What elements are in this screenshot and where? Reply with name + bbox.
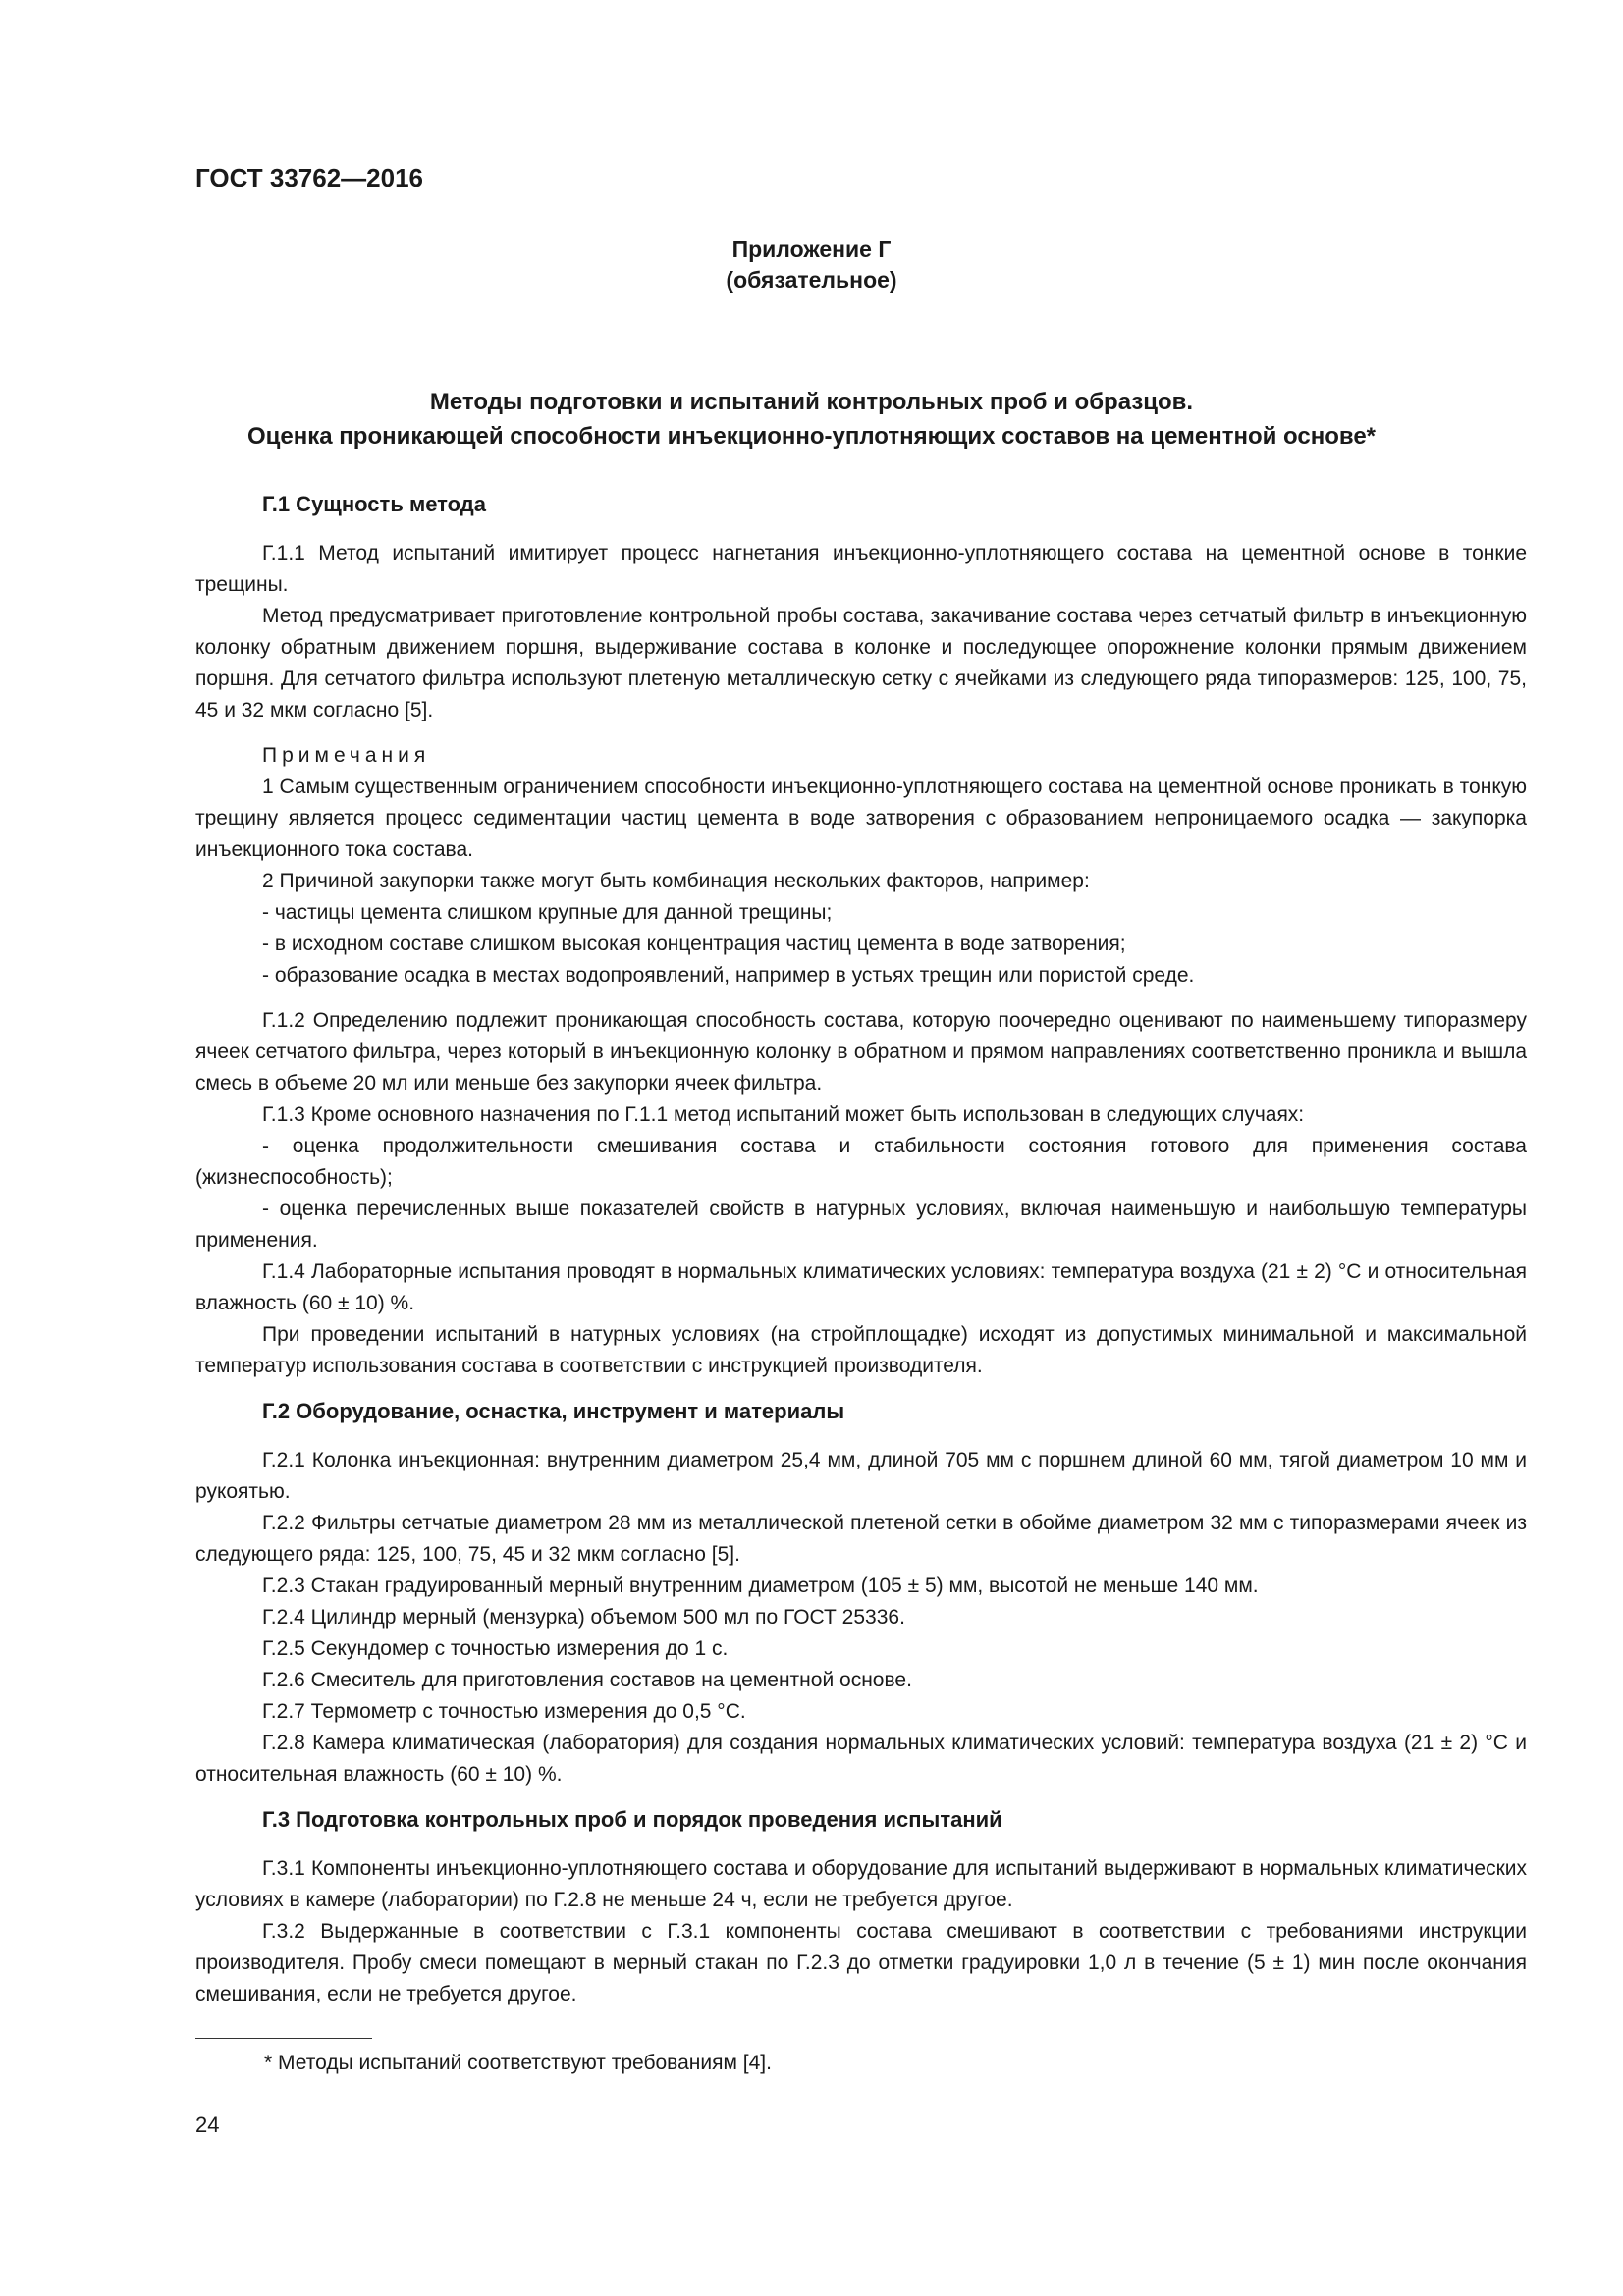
notes-label: Примечания [262, 744, 431, 767]
paragraph-g2-2: Г.2.2 Фильтры сетчатые диаметром 28 мм из металлической плетеной сетки в обойме диаметром 32 мм с типоразмерами ячеек из следующего ряда: 125, 100, 75, 45 и 32 мкм согласно [5]. [195, 1512, 1527, 1566]
note-2: 2 Причиной закупорки также могут быть комбинация нескольких факторов, например: [262, 870, 1090, 892]
paragraph-g1-2: Г.1.2 Определению подлежит проникающая способность состава, которую поочередно оценивают по наименьшему типоразмеру ячеек сетчатого фильтра, через который в инъекционную колонку в обратном и прямом направлениях соответственно проникла и вышла смесь в объеме 20 мл или меньше без закупорки ячеек фильтра. [195, 1009, 1527, 1095]
paragraph-g1-3: Г.1.3 Кроме основного назначения по Г.1.1 метод испытаний может быть использован в следующих случаях: [262, 1103, 1305, 1126]
title-line-2: Оценка проникающей способности инъекционно-уплотняющих составов на цементной основе* [247, 423, 1376, 450]
paragraph-g3-1: Г.3.1 Компоненты инъекционно-уплотняющего состава и оборудование для испытаний выдерживают в нормальных климатических условиях в камере (лаборатории) по Г.2.8 не меньше 24 ч, если не требуется другое. [195, 1857, 1527, 1911]
paragraph-g1-4-field: При проведении испытаний в натурных условиях (на стройплощадке) исходят из допустимых минимальной и максимальной температур использования состава в соответствии с инструкцией производителя. [195, 1323, 1527, 1377]
section-heading-g1: Г.1 Сущность метода [262, 492, 487, 516]
paragraph-g1-4: Г.1.4 Лабораторные испытания проводят в нормальных климатических условиях: температура воздуха (21 ± 2) °С и относительная влажность (60 ± 10) %. [195, 1260, 1527, 1314]
note-2-item: - частицы цемента слишком крупные для данной трещины; [262, 901, 833, 924]
paragraph-g2-5: Г.2.5 Секундомер с точностью измерения до 1 с. [262, 1637, 729, 1660]
paragraph-g1-1: Г.1.1 Метод испытаний имитирует процесс нагнетания инъекционно-уплотняющего состава на цементной основе в тонкие трещины. [195, 542, 1527, 596]
paragraph-g1-3-item: - оценка продолжительности смешивания состава и стабильности состояния готового для применения состава (жизнеспособность); [195, 1135, 1527, 1189]
document-title [0, 385, 1623, 454]
section-heading-g2: Г.2 Оборудование, оснастка, инструмент и материалы [262, 1399, 845, 1423]
note-2-item: - в исходном составе слишком высокая концентрация частиц цемента в воде затворения; [262, 933, 1126, 955]
footnote: * Методы испытаний соответствуют требованиям [4]. [264, 2052, 772, 2074]
note-1: 1 Самым существенным ограничением способности инъекционно-уплотняющего состава на цементной основе проникать в тонкую трещину является процесс седиментации частиц цемента в воде затворения с образованием непроницаемого осадка — закупорка инъекционного тока состава. [195, 775, 1527, 861]
title-line-1: Методы подготовки и испытаний контрольных проб и образцов. [429, 389, 1194, 415]
paragraph-g3-2: Г.3.2 Выдержанные в соответствии с Г.3.1 компоненты состава смешивают в соответствии с требованиями инструкции производителя. Пробу смеси помещают в мерный стакан по Г.2.3 до отметки градуировки 1,0 л в течение (5 ± 1) мин после окончания смешивания, если не требуется другое. [195, 1920, 1527, 2005]
standard-number: ГОСТ 33762—2016 [195, 163, 423, 192]
section-heading-g3: Г.3 Подготовка контрольных проб и порядок проведения испытаний [262, 1807, 1002, 1832]
page-number: 24 [195, 2112, 220, 2137]
paragraph-g2-4: Г.2.4 Цилиндр мерный (мензурка) объемом 500 мл по ГОСТ 25336. [262, 1606, 905, 1629]
paragraph-g1-1-method: Метод предусматривает приготовление контрольной пробы состава, закачивание состава через сетчатый фильтр в инъекционную колонку обратным движением поршня, выдерживание состава в колонке и последующее опорожнение колонки прямым движением поршня. Для сетчатого фильтра используют плетеную металлическую сетку с ячейками из следующего ряда типоразмеров: 125, 100, 75, 45 и 32 мкм согласно [5]. [195, 605, 1527, 721]
paragraph-g1-3-item: - оценка перечисленных выше показателей свойств в натурных условиях, включая наименьшую и наибольшую температуры применения. [195, 1198, 1527, 1252]
note-2-item: - образование осадка в местах водопроявлений, например в устьях трещин или пористой среде. [262, 964, 1195, 987]
paragraph-g2-6: Г.2.6 Смеситель для приготовления составов на цементной основе. [262, 1669, 912, 1691]
appendix-title: Приложение Г [731, 237, 892, 262]
paragraph-g2-8: Г.2.8 Камера климатическая (лаборатория) для создания нормальных климатических условий: температура воздуха (21 ± 2) °С и относительная влажность (60 ± 10) %. [195, 1732, 1527, 1786]
paragraph-g2-3: Г.2.3 Стакан градуированный мерный внутренним диаметром (105 ± 5) мм, высотой не меньше 140 мм. [262, 1575, 1259, 1597]
appendix-status: (обязательное) [726, 267, 897, 293]
document-body [195, 489, 1527, 2010]
paragraph-g2-7: Г.2.7 Термометр с точностью измерения до 0,5 °С. [262, 1700, 746, 1723]
footnote-divider [195, 2038, 372, 2039]
paragraph-g2-1: Г.2.1 Колонка инъекционная: внутренним диаметром 25,4 мм, длиной 705 мм с поршнем длиной 60 мм, тягой диаметром 10 мм и рукоятью. [195, 1449, 1527, 1503]
